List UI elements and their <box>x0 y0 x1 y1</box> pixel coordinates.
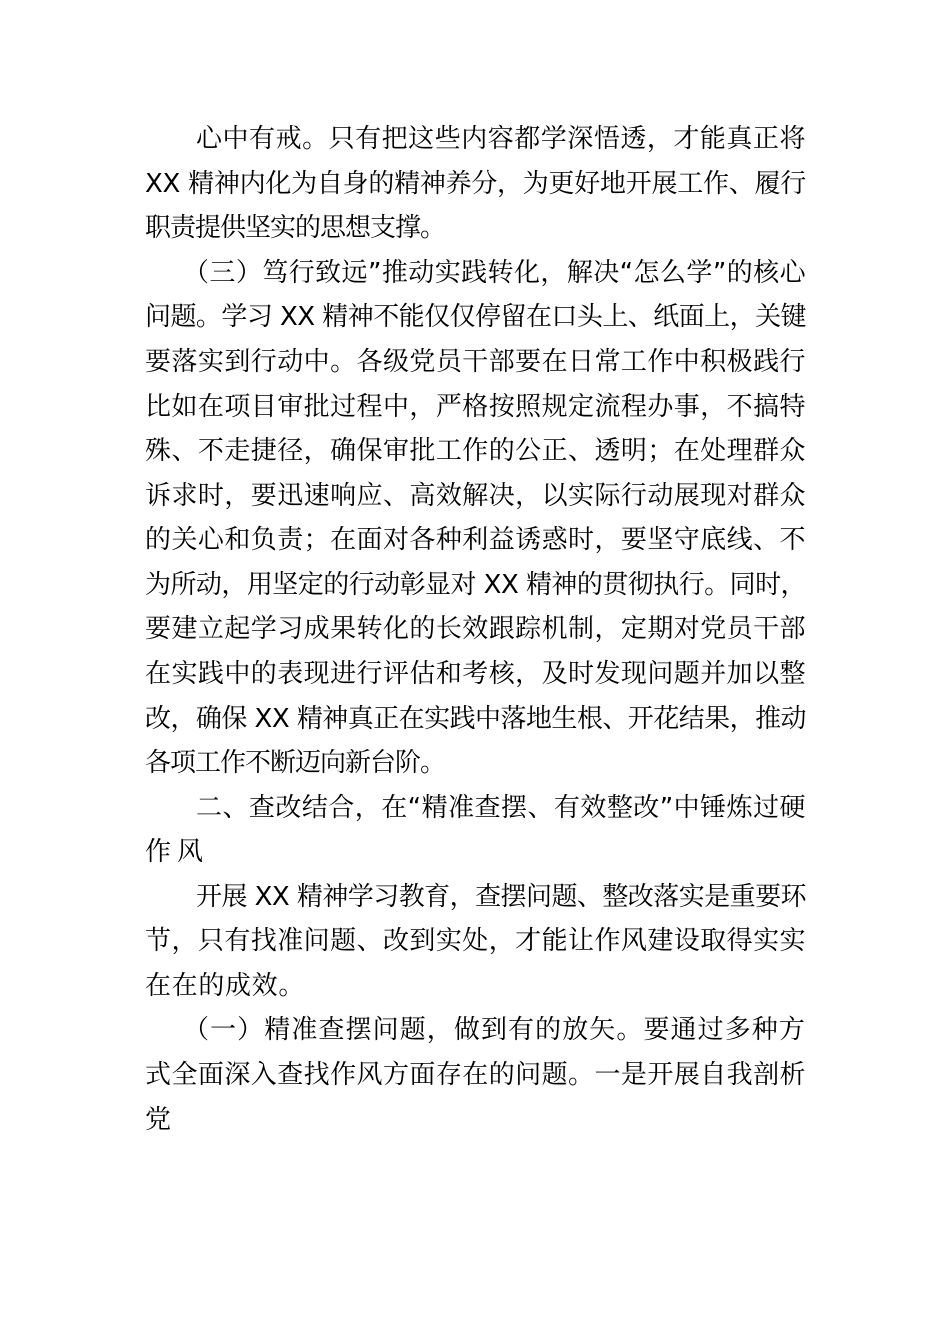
text-line: （一）精准查摆问题，做到有的放矢。要通过多种方 <box>183 1015 806 1045</box>
text-line: 节，只有找准问题、改到实处，才能让作风建设取得实实 <box>145 926 806 956</box>
text-line: 要建立起学习成果转化的长效跟踪机制，定期对党员干部 <box>145 614 806 644</box>
text-line: XX 精神内化为自身的精神养分，为更好地开展工作、履行 <box>145 169 806 199</box>
text-line: 党 <box>145 1105 172 1135</box>
text-line: 问题。学习 XX 精神不能仅仅停留在口头上、纸面上，关键 <box>145 302 806 332</box>
text-line: 心中有戒。只有把这些内容都学深悟透，才能真正将 <box>196 124 806 154</box>
text-line: 在实践中的表现进行评估和考核，及时发现问题并加以整 <box>145 659 806 689</box>
text-line: 为所动，用坚定的行动彰显对 XX 精神的贯彻执行。同时， <box>145 570 806 600</box>
text-line: 比如在项目审批过程中，严格按照规定流程办事，不搞特 <box>145 392 806 422</box>
text-line: 各项工作不断迈向新台阶。 <box>145 748 445 778</box>
text-line: 作风 <box>145 837 210 867</box>
text-line: （三）笃行致远”推动实践转化，解决“怎么学”的核心 <box>183 258 806 288</box>
text-line: 殊、不走捷径，确保审批工作的公正、透明；在处理群众 <box>145 436 806 466</box>
text-line: 在在的成效。 <box>145 971 305 1001</box>
text-line: 职责提供坚实的思想支撑。 <box>145 213 445 243</box>
text-line: 二、查改结合，在“精准查摆、有效整改”中锤炼过硬 <box>196 793 806 823</box>
text-line: 开展 XX 精神学习教育，查摆问题、整改落实是重要环 <box>196 882 806 912</box>
text-line: 诉求时，要迅速响应、高效解决，以实际行动展现对群众 <box>145 481 806 511</box>
text-line: 要落实到行动中。各级党员干部要在日常工作中积极践行 <box>145 347 806 377</box>
text-line: 式全面深入查找作风方面存在的问题。一是开展自我剖析 <box>145 1060 806 1090</box>
text-line: 的关心和负责；在面对各种利益诱惑时，要坚守底线、不 <box>145 525 806 555</box>
text-line: 改，确保 XX 精神真正在实践中落地生根、开花结果，推动 <box>145 704 806 734</box>
